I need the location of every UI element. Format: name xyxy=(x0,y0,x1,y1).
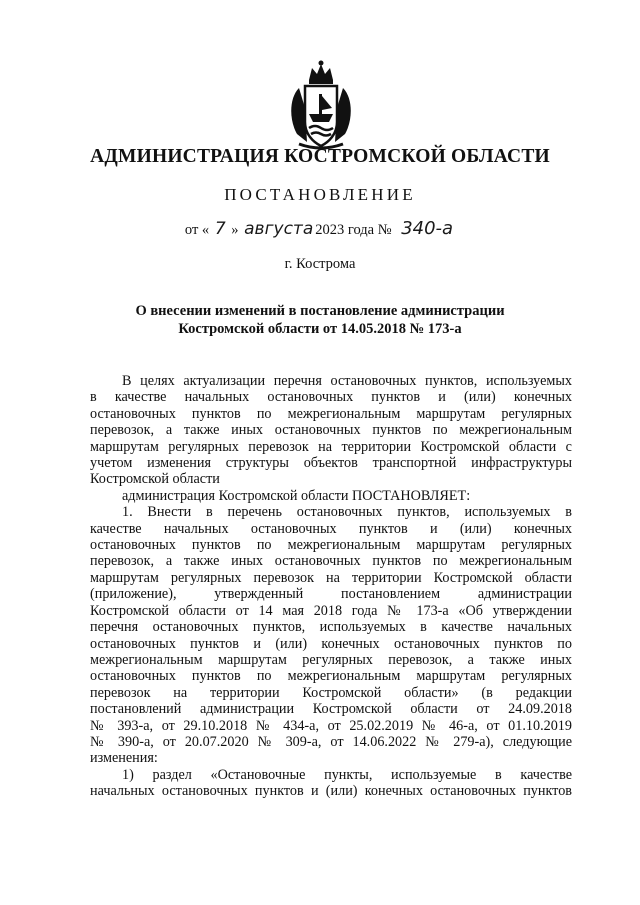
date-mid: » xyxy=(231,222,239,238)
city: г. Кострома xyxy=(284,256,356,272)
organization-title: АДМИНИСТРАЦИЯ КОСТРОМСКОЙ ОБЛАСТИ xyxy=(90,146,550,167)
body-line: остановочных пунктов по межрегиональным маршрутам регулярных xyxy=(90,405,572,422)
body-line: 1) раздел «Остановочные пункты, используемые в качестве xyxy=(122,766,572,783)
body-line: администрация Костромской области ПОСТАНОВЛЯЕТ: xyxy=(122,487,471,504)
body-line: Костромской области xyxy=(90,471,220,488)
body-line: перевозок, а также иных остановочных пунктов по межрегиональным xyxy=(90,422,572,439)
handwritten-day: 7 xyxy=(214,219,226,239)
kostroma-coat-of-arms-icon xyxy=(285,58,357,152)
document-title xyxy=(0,302,640,338)
year-text: 2023 года № xyxy=(315,222,392,238)
body-line: Костромской области от 14 мая 2018 года № 173-а «Об утверждении xyxy=(90,602,572,619)
body-line: остановочных пунктов и (или) конечных остановочных пунктов по xyxy=(90,635,572,652)
body-line: остановочных пунктов по межрегиональным маршрутам регулярных xyxy=(90,537,572,554)
body-line: № 390-а, от 20.07.2020 № 309-а, от 14.06.2022 № 279-а), следующие xyxy=(90,733,572,750)
title-line-2: Костромской области от 14.05.2018 № 173-а xyxy=(178,321,462,337)
handwritten-month: августа xyxy=(244,219,314,239)
body-line: перечня остановочных пунктов, используемых в качестве начальных xyxy=(90,619,572,636)
body-line: 1. Внести в перечень остановочных пунктов, используемых в xyxy=(122,504,572,521)
title-line-1: О внесении изменений в постановление администрации xyxy=(135,303,505,319)
body-line: маршрутам регулярных перевозок на территории Костромской области с xyxy=(90,438,572,455)
document-date-number xyxy=(0,218,640,239)
body-line: маршрутам регулярных перевозок на территории Костромской области xyxy=(90,569,572,586)
document-body xyxy=(90,373,572,800)
body-line: В целях актуализации перечня остановочных пунктов, используемых xyxy=(122,373,572,389)
handwritten-number: 340-а xyxy=(401,218,454,239)
body-line: изменения: xyxy=(90,750,158,767)
body-line: качестве начальных остановочных пунктов и (или) конечных xyxy=(90,520,572,537)
body-line: учетом изменения структуры объектов транспортной инфраструктуры xyxy=(90,455,572,472)
body-line: перевозок на территории Костромской области» (в редакции xyxy=(90,684,572,701)
body-line: межрегиональным маршрутам регулярных перевозок, а также иных xyxy=(90,651,572,668)
body-line: № 393-а, от 29.10.2018 № 434-а, от 25.02.2019 № 46-а, от 01.10.2019 xyxy=(90,717,572,734)
body-line: постановлений администрации Костромской области от 24.09.2018 xyxy=(90,701,572,718)
date-prefix: от « xyxy=(184,222,210,238)
body-line: начальных остановочных пунктов и (или) конечных остановочных пунктов xyxy=(90,783,572,800)
body-line: остановочных пунктов по межрегиональным маршрутам регулярных xyxy=(90,668,572,685)
document-type: ПОСТАНОВЛЕНИЕ xyxy=(224,185,416,204)
body-line: перевозок, а также иных остановочных пунктов по межрегиональным xyxy=(90,553,572,570)
body-line: (приложение), утвержденный постановлением администрации xyxy=(90,586,572,603)
body-line: в качестве начальных остановочных пунктов и (или) конечных xyxy=(90,389,572,406)
